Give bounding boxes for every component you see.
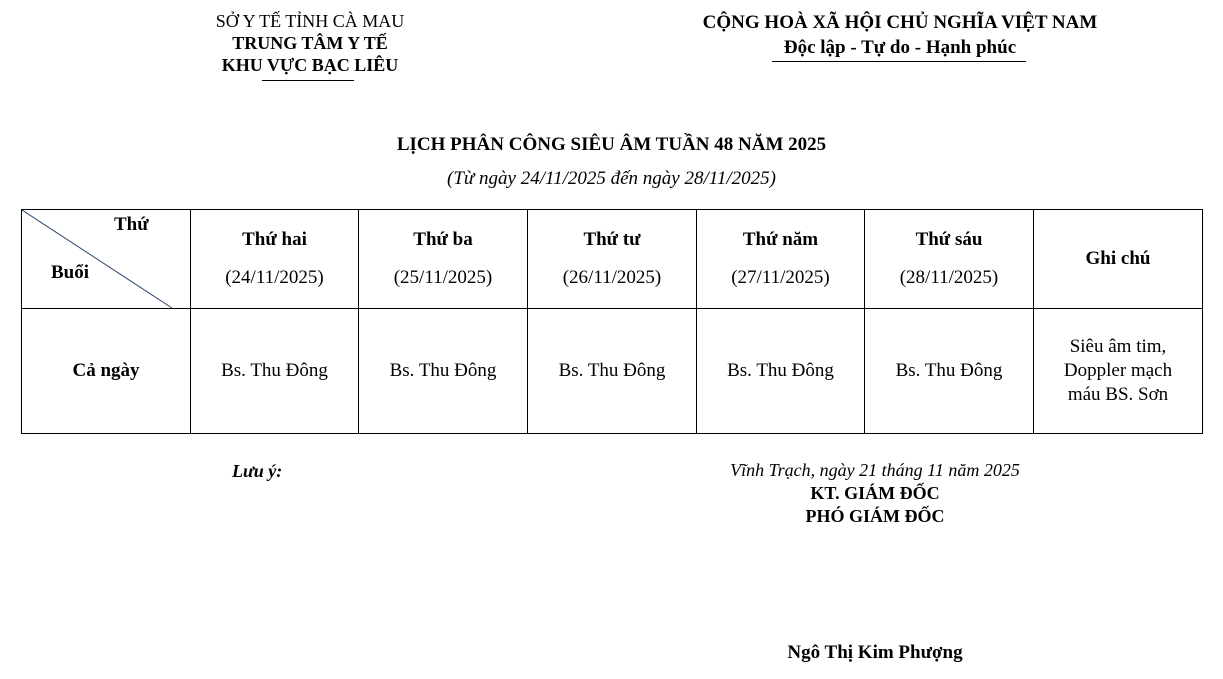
department-name: SỞ Y TẾ TỈNH CÀ MAU xyxy=(215,11,405,31)
day-header-tuesday xyxy=(359,210,528,309)
schedule-table xyxy=(21,209,1203,434)
place-date: Vĩnh Trạch, ngày 21 tháng 11 năm 2025 xyxy=(730,460,1020,480)
day-date: (24/11/2025) xyxy=(225,267,324,288)
country-name: CỘNG HOÀ XÃ HỘI CHỦ NGHĨA VIỆT NAM xyxy=(702,12,1098,33)
signer-title: PHÓ GIÁM ĐỐC xyxy=(805,506,945,526)
day-date: (25/11/2025) xyxy=(393,267,493,288)
day-date: (27/11/2025) xyxy=(731,267,830,288)
assignment-cell: Bs. Thu Đông xyxy=(697,309,865,434)
day-header-friday xyxy=(865,210,1034,309)
note-line: máu BS. Sơn xyxy=(1067,384,1169,405)
document-title: LỊCH PHÂN CÔNG SIÊU ÂM TUẦN 48 NĂM 2025 xyxy=(396,134,827,155)
header-row xyxy=(22,210,1203,309)
day-name: Thứ ba xyxy=(413,229,473,250)
center-name: TRUNG TÂM Y TẾ xyxy=(232,33,388,53)
center-region: KHU VỰC BẠC LIÊU xyxy=(221,55,399,75)
day-date: (28/11/2025) xyxy=(899,267,999,288)
note-line: Doppler mạch xyxy=(1063,360,1173,381)
day-header-monday xyxy=(191,210,359,309)
day-name: Thứ tư xyxy=(583,229,641,250)
note-cell xyxy=(1034,309,1203,434)
corner-cell xyxy=(22,210,191,309)
document-subtitle: (Từ ngày 24/11/2025 đến ngày 28/11/2025) xyxy=(447,168,776,189)
signer-name: Ngô Thị Kim Phượng xyxy=(787,642,963,663)
table-row xyxy=(22,309,1203,434)
signer-role: KT. GIÁM ĐỐC xyxy=(810,483,940,503)
note-label: Lưu ý: xyxy=(232,461,283,481)
day-header-thursday xyxy=(697,210,865,309)
note-header: Ghi chú xyxy=(1034,210,1203,309)
motto-underline xyxy=(772,61,1026,62)
national-header xyxy=(670,10,1130,60)
corner-label-day: Thứ xyxy=(114,214,149,235)
day-header-wednesday xyxy=(528,210,697,309)
day-name: Thứ hai xyxy=(242,229,307,250)
assignment-cell: Bs. Thu Đông xyxy=(359,309,528,434)
day-name: Thứ năm xyxy=(742,229,819,250)
corner-label-session: Buổi xyxy=(51,262,90,283)
note-line: Siêu âm tim, xyxy=(1069,336,1167,357)
day-name: Thứ sáu xyxy=(915,229,983,250)
session-label: Cả ngày xyxy=(22,309,191,434)
corner-diagonal xyxy=(22,210,191,308)
day-date: (26/11/2025) xyxy=(562,267,662,288)
national-motto: Độc lập - Tự do - Hạnh phúc xyxy=(783,37,1017,58)
agency-underline xyxy=(262,80,354,81)
agency-header xyxy=(180,10,440,76)
assignment-cell: Bs. Thu Đông xyxy=(528,309,697,434)
signature-block xyxy=(690,459,1060,528)
assignment-cell: Bs. Thu Đông xyxy=(865,309,1034,434)
assignment-cell: Bs. Thu Đông xyxy=(191,309,359,434)
